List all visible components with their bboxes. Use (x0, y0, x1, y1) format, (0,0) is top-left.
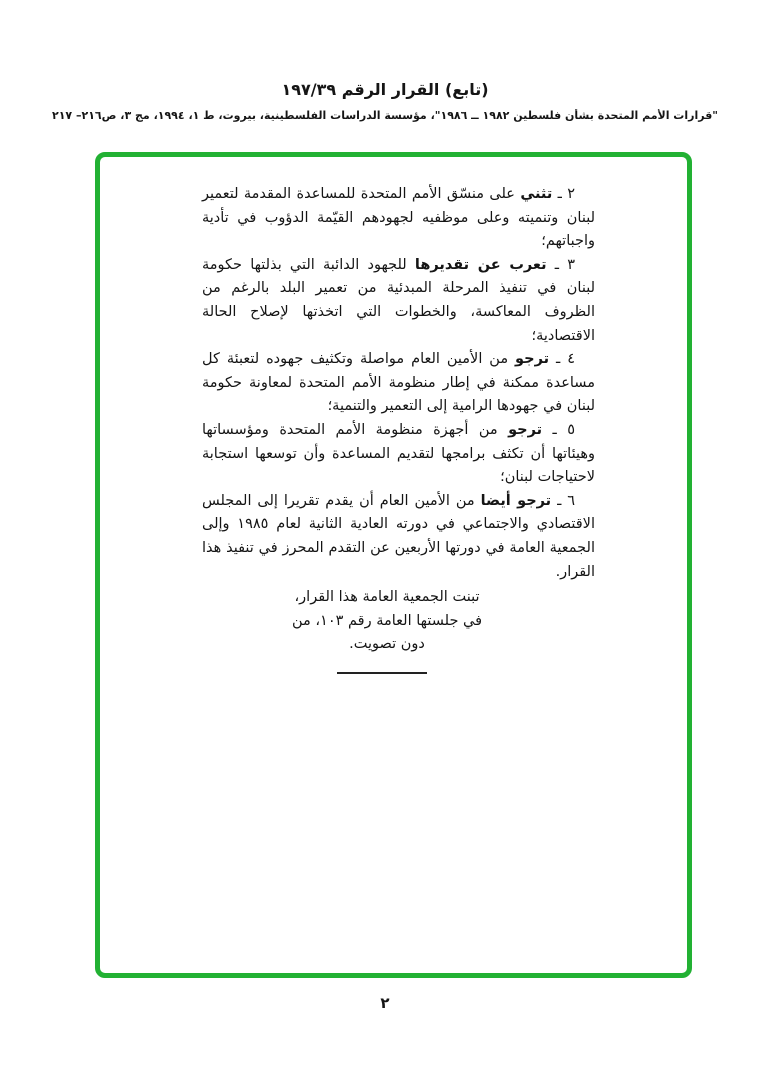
operative-verb: ترجو (515, 351, 550, 368)
paragraph-number: ٦ ـ (557, 492, 576, 509)
paragraph-text: من الأمين العام أن يقدم تقريرا إلى المجلس الاقتصادي والاجتماعي في دورته العادية الثانية لعام ١٩٨٥ وإلى الجمعية العامة في دورتها الأربعين عن التقدم المحرز في تنفيذ هذا القرار. (202, 492, 595, 580)
paragraph-text: من أجهزة منظومة الأمم المتحدة ومؤسساتها وهيئاتها أن تكثف برامجها لتقديم المساعدة وأن توسعها استجابة لاحتياجات لبنان؛ (202, 421, 595, 486)
resolution-paragraph-3 (202, 254, 595, 348)
operative-verb: ترجو (508, 421, 543, 438)
adoption-note-line: دون تصويت. (349, 636, 425, 653)
operative-verb: ترجو أيضا (480, 492, 552, 509)
adoption-note (251, 586, 523, 657)
end-divider (337, 672, 427, 674)
page-number: ٢ (380, 994, 390, 1012)
paragraph-text: للجهود الدائبة التي بذلتها حكومة لبنان في تنفيذ المرحلة المبدئية من تعمير البلد بالرغم من الظروف المعاكسة، والخطوات التي اتخذتها لإصلاح الحالة الاقتصادية؛ (202, 256, 595, 344)
paragraph-number: ٥ ـ (552, 421, 576, 438)
page-title: (تابع) القرار الرقم ١٩٧/٣٩ (281, 80, 489, 99)
operative-verb: تثني (520, 186, 553, 202)
adoption-note-line: في جلستها العامة رقم ١٠٣، من (291, 612, 483, 629)
adoption-note-line: تبنت الجمعية العامة هذا القرار، (294, 589, 480, 606)
resolution-paragraph-5 (202, 419, 595, 490)
resolution-paragraph-6 (202, 490, 595, 584)
paragraph-number: ٣ ـ (554, 256, 576, 273)
operative-verb: تعرب عن تقديرها (414, 256, 547, 273)
highlight-frame (95, 152, 692, 978)
paragraph-text: على منسّق الأمم المتحدة للمساعدة المقدمة لتعمير لبنان وتنميته وعلى موظفيه لجهودهم القيّمة الدؤوب في تأدية واجباتهم؛ (202, 186, 595, 250)
resolution-body (202, 183, 595, 674)
resolution-paragraph-2 (202, 183, 595, 254)
paragraph-text: من الأمين العام مواصلة وتكثيف جهوده لتعبئة كل مساعدة ممكنة في إطار منظومة الأمم المتحدة لمعاونة حكومة لبنان في جهودها الرامية إلى التعمير والتنمية؛ (202, 351, 595, 415)
resolution-paragraph-4 (202, 348, 595, 419)
paragraph-number: ٤ ـ (556, 351, 576, 368)
paragraph-number: ٢ ـ (557, 186, 576, 202)
source-citation: "قرارات الأمم المتحدة بشأن فلسطين ١٩٨٢ ــ ١٩٨٦"، مؤسسة الدراسات الفلسطينية، بيروت، ط ١، ١٩٩٤، مج ٣، ص٢١٦– ٢١٧ (51, 109, 719, 122)
